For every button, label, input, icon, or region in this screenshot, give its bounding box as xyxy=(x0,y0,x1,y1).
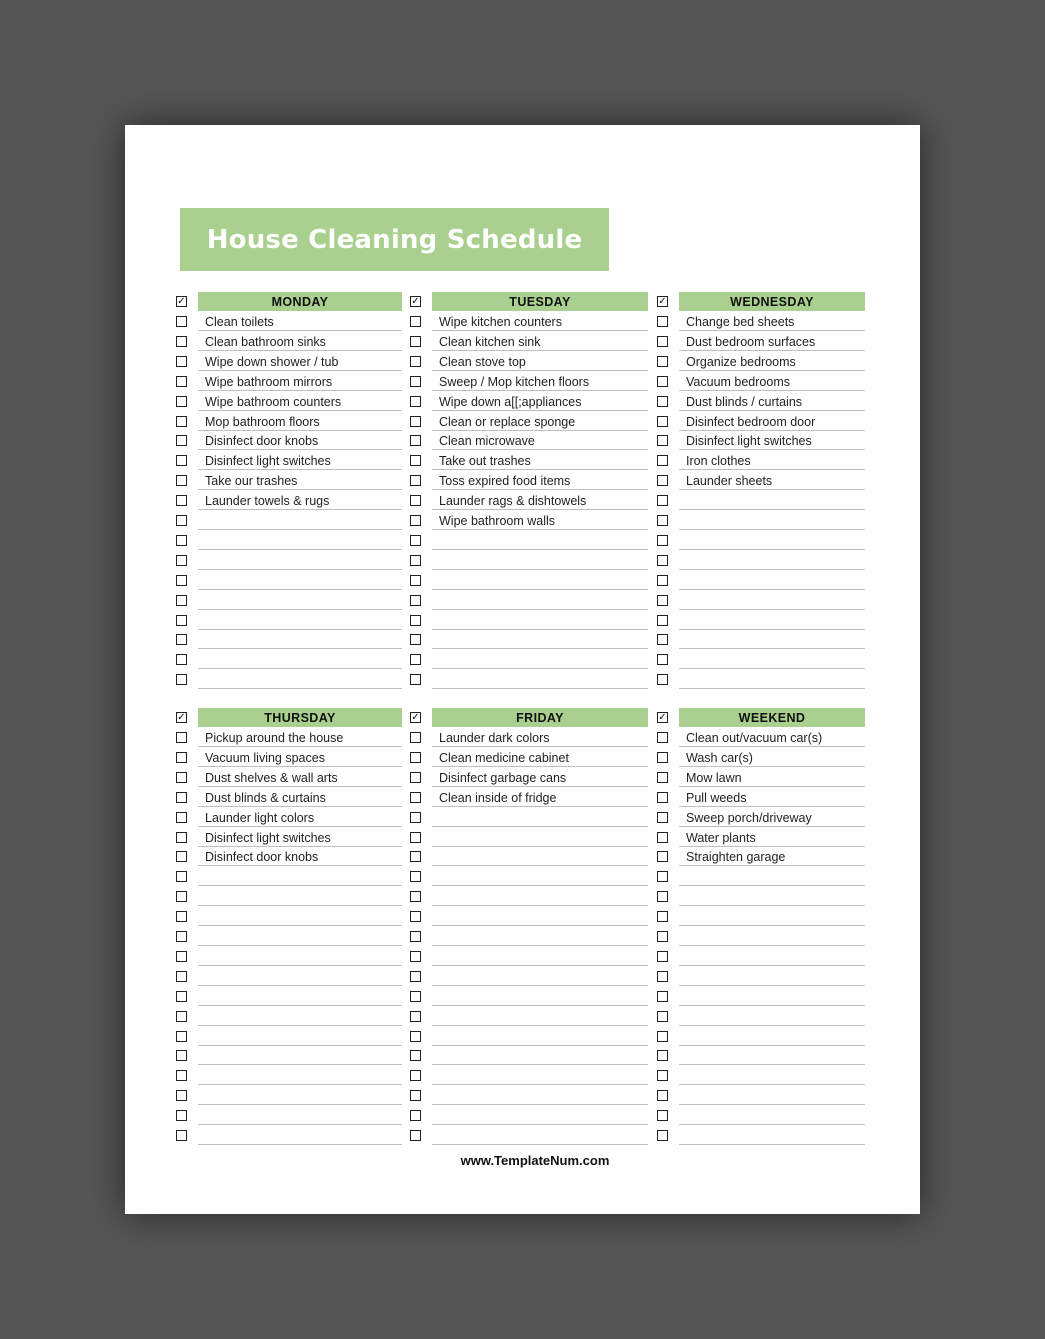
task-checkbox[interactable] xyxy=(176,416,187,427)
task-checkbox[interactable] xyxy=(657,1011,668,1022)
task-checkbox[interactable] xyxy=(410,851,421,862)
task-checkbox[interactable] xyxy=(410,555,421,566)
task-checkbox[interactable] xyxy=(410,475,421,486)
task-line: Clean out/vacuum car(s) xyxy=(679,728,865,747)
task-line xyxy=(432,987,648,1006)
task-line xyxy=(198,1027,402,1046)
task-checkbox[interactable] xyxy=(410,515,421,526)
task-checkbox[interactable] xyxy=(657,991,668,1002)
task-line xyxy=(679,531,865,550)
task-checkbox[interactable] xyxy=(657,812,668,823)
task-checkbox[interactable] xyxy=(176,376,187,387)
task-line xyxy=(679,1106,865,1125)
task-checkbox[interactable] xyxy=(410,435,421,446)
task-line xyxy=(198,611,402,630)
task-line xyxy=(198,1126,402,1145)
task-checkbox[interactable] xyxy=(176,1090,187,1101)
task-checkbox[interactable] xyxy=(657,435,668,446)
task-checkbox[interactable] xyxy=(176,732,187,743)
task-checkbox[interactable] xyxy=(176,654,187,665)
task-line xyxy=(432,947,648,966)
task-line: Launder sheets xyxy=(679,471,865,490)
task-line xyxy=(198,630,402,649)
task-checkbox[interactable] xyxy=(410,495,421,506)
task-line xyxy=(198,591,402,610)
task-checkbox[interactable] xyxy=(410,812,421,823)
task-checkbox[interactable] xyxy=(410,416,421,427)
task-checkbox[interactable] xyxy=(410,356,421,367)
task-checkbox[interactable] xyxy=(410,792,421,803)
task-line: Take our trashes xyxy=(198,471,402,490)
task-checkbox[interactable] xyxy=(410,891,421,902)
header-checkbox[interactable]: ✓ xyxy=(177,296,186,307)
day-header: WEDNESDAY xyxy=(679,292,865,311)
task-line xyxy=(679,867,865,886)
task-line: Disinfect light switches xyxy=(198,451,402,470)
task-line: Clean toilets xyxy=(198,312,402,331)
task-checkbox[interactable] xyxy=(410,752,421,763)
task-line xyxy=(679,947,865,966)
task-checkbox[interactable] xyxy=(176,772,187,783)
task-checkbox[interactable] xyxy=(410,376,421,387)
task-checkbox[interactable] xyxy=(176,674,187,685)
task-line xyxy=(679,1046,865,1065)
task-checkbox[interactable] xyxy=(410,535,421,546)
task-checkbox[interactable] xyxy=(657,871,668,882)
task-checkbox[interactable] xyxy=(176,1031,187,1042)
task-checkbox[interactable] xyxy=(410,1050,421,1061)
task-checkbox[interactable] xyxy=(176,575,187,586)
task-line: Clean kitchen sink xyxy=(432,332,648,351)
task-checkbox[interactable] xyxy=(657,515,668,526)
task-line: Clean bathroom sinks xyxy=(198,332,402,351)
task-checkbox[interactable] xyxy=(657,891,668,902)
task-checkbox[interactable] xyxy=(410,951,421,962)
task-line xyxy=(432,591,648,610)
task-line: Clean stove top xyxy=(432,352,648,371)
task-line: Disinfect light switches xyxy=(198,828,402,847)
task-line: Wipe down a[[;appliances xyxy=(432,392,648,411)
task-checkbox[interactable] xyxy=(657,595,668,606)
task-checkbox[interactable] xyxy=(410,316,421,327)
task-checkbox[interactable] xyxy=(410,634,421,645)
task-line xyxy=(679,591,865,610)
task-line xyxy=(198,551,402,570)
schedule-page xyxy=(125,125,920,1214)
task-checkbox[interactable] xyxy=(176,832,187,843)
task-line: Wipe kitchen counters xyxy=(432,312,648,331)
task-line: Straighten garage xyxy=(679,847,865,866)
task-line xyxy=(432,887,648,906)
task-line xyxy=(679,987,865,1006)
task-checkbox[interactable] xyxy=(657,495,668,506)
task-checkbox[interactable] xyxy=(657,475,668,486)
task-checkbox[interactable] xyxy=(176,812,187,823)
task-line xyxy=(432,650,648,669)
task-line xyxy=(432,867,648,886)
task-line: Disinfect bedroom door xyxy=(679,412,865,431)
task-checkbox[interactable] xyxy=(410,575,421,586)
task-checkbox[interactable] xyxy=(657,396,668,407)
task-line xyxy=(679,611,865,630)
task-line: Pickup around the house xyxy=(198,728,402,747)
task-line xyxy=(432,551,648,570)
task-checkbox[interactable] xyxy=(657,732,668,743)
task-line: Launder dark colors xyxy=(432,728,648,747)
task-checkbox[interactable] xyxy=(176,634,187,645)
task-line xyxy=(198,967,402,986)
task-checkbox[interactable] xyxy=(657,1090,668,1101)
header-checkbox[interactable]: ✓ xyxy=(658,296,667,307)
task-line xyxy=(432,1066,648,1085)
task-line xyxy=(679,907,865,926)
task-checkbox[interactable] xyxy=(657,931,668,942)
day-header: TUESDAY xyxy=(432,292,648,311)
task-checkbox[interactable] xyxy=(176,792,187,803)
task-checkbox[interactable] xyxy=(176,891,187,902)
task-line: Dust shelves & wall arts xyxy=(198,768,402,787)
task-checkbox[interactable] xyxy=(657,1070,668,1081)
task-checkbox[interactable] xyxy=(657,971,668,982)
task-checkbox[interactable] xyxy=(410,336,421,347)
task-line: Launder towels & rugs xyxy=(198,491,402,510)
task-checkbox[interactable] xyxy=(410,1130,421,1141)
task-line xyxy=(198,511,402,530)
task-line xyxy=(679,1066,865,1085)
task-checkbox[interactable] xyxy=(176,971,187,982)
task-checkbox[interactable] xyxy=(176,316,187,327)
task-checkbox[interactable] xyxy=(176,495,187,506)
task-line: Disinfect garbage cans xyxy=(432,768,648,787)
task-checkbox[interactable] xyxy=(176,396,187,407)
task-line: Clean microwave xyxy=(432,431,648,450)
task-checkbox[interactable] xyxy=(176,595,187,606)
task-checkbox[interactable] xyxy=(410,772,421,783)
day-header: WEEKEND xyxy=(679,708,865,727)
task-line: Launder light colors xyxy=(198,808,402,827)
task-checkbox[interactable] xyxy=(410,1070,421,1081)
task-checkbox[interactable] xyxy=(657,752,668,763)
footer-website: www.TemplateNum.com xyxy=(460,1153,610,1168)
task-checkbox[interactable] xyxy=(657,416,668,427)
task-line: Iron clothes xyxy=(679,451,865,470)
task-checkbox[interactable] xyxy=(657,792,668,803)
task-line xyxy=(198,1066,402,1085)
task-checkbox[interactable] xyxy=(176,911,187,922)
task-checkbox[interactable] xyxy=(657,376,668,387)
task-checkbox[interactable] xyxy=(410,832,421,843)
task-checkbox[interactable] xyxy=(176,1011,187,1022)
task-checkbox[interactable] xyxy=(410,396,421,407)
task-line: Clean or replace sponge xyxy=(432,412,648,431)
task-line xyxy=(432,1046,648,1065)
task-checkbox[interactable] xyxy=(410,991,421,1002)
task-line xyxy=(679,1126,865,1145)
task-checkbox[interactable] xyxy=(657,455,668,466)
task-line xyxy=(198,650,402,669)
task-line xyxy=(432,1027,648,1046)
header-checkbox[interactable]: ✓ xyxy=(177,712,186,723)
task-checkbox[interactable] xyxy=(410,871,421,882)
task-checkbox[interactable] xyxy=(657,575,668,586)
task-line xyxy=(432,847,648,866)
task-checkbox[interactable] xyxy=(657,1130,668,1141)
task-line xyxy=(432,1106,648,1125)
task-line: Disinfect door knobs xyxy=(198,431,402,450)
task-line: Mop bathroom floors xyxy=(198,412,402,431)
task-checkbox[interactable] xyxy=(176,535,187,546)
task-checkbox[interactable] xyxy=(410,595,421,606)
task-checkbox[interactable] xyxy=(176,1110,187,1121)
task-line xyxy=(432,531,648,550)
task-checkbox[interactable] xyxy=(176,931,187,942)
task-line: Disinfect light switches xyxy=(679,431,865,450)
task-line: Dust bedroom surfaces xyxy=(679,332,865,351)
task-checkbox[interactable] xyxy=(176,1050,187,1061)
task-checkbox[interactable] xyxy=(657,634,668,645)
task-checkbox[interactable] xyxy=(176,615,187,626)
task-line xyxy=(198,887,402,906)
task-line: Organize bedrooms xyxy=(679,352,865,371)
task-line xyxy=(679,491,865,510)
task-line xyxy=(432,907,648,926)
task-checkbox[interactable] xyxy=(657,1050,668,1061)
task-line xyxy=(198,1046,402,1065)
task-line: Sweep / Mop kitchen floors xyxy=(432,372,648,391)
task-line xyxy=(432,967,648,986)
task-line: Clean medicine cabinet xyxy=(432,748,648,767)
task-checkbox[interactable] xyxy=(657,1031,668,1042)
task-checkbox[interactable] xyxy=(657,336,668,347)
task-line xyxy=(432,571,648,590)
task-checkbox[interactable] xyxy=(657,356,668,367)
task-line: Wipe down shower / tub xyxy=(198,352,402,371)
task-line xyxy=(679,927,865,946)
task-line: Wipe bathroom mirrors xyxy=(198,372,402,391)
task-line xyxy=(432,1007,648,1026)
task-line xyxy=(679,650,865,669)
task-checkbox[interactable] xyxy=(657,615,668,626)
task-line: Mow lawn xyxy=(679,768,865,787)
task-line xyxy=(432,1086,648,1105)
task-line: Sweep porch/driveway xyxy=(679,808,865,827)
task-line xyxy=(198,1086,402,1105)
task-line xyxy=(679,571,865,590)
header-checkbox[interactable]: ✓ xyxy=(411,296,420,307)
task-line xyxy=(198,1007,402,1026)
task-checkbox[interactable] xyxy=(657,851,668,862)
day-header: FRIDAY xyxy=(432,708,648,727)
task-line xyxy=(432,828,648,847)
task-checkbox[interactable] xyxy=(410,1090,421,1101)
task-line xyxy=(679,630,865,649)
task-checkbox[interactable] xyxy=(176,871,187,882)
task-line xyxy=(198,1106,402,1125)
task-checkbox[interactable] xyxy=(657,951,668,962)
task-line xyxy=(679,670,865,689)
task-checkbox[interactable] xyxy=(410,1031,421,1042)
task-checkbox[interactable] xyxy=(410,455,421,466)
task-checkbox[interactable] xyxy=(176,435,187,446)
task-checkbox[interactable] xyxy=(176,336,187,347)
task-line xyxy=(679,1086,865,1105)
task-line xyxy=(679,551,865,570)
task-line xyxy=(198,571,402,590)
task-checkbox[interactable] xyxy=(657,772,668,783)
task-checkbox[interactable] xyxy=(410,1011,421,1022)
task-line xyxy=(432,670,648,689)
task-line xyxy=(432,630,648,649)
task-checkbox[interactable] xyxy=(410,732,421,743)
task-line xyxy=(198,927,402,946)
task-line: Wipe bathroom counters xyxy=(198,392,402,411)
task-checkbox[interactable] xyxy=(657,654,668,665)
task-line: Change bed sheets xyxy=(679,312,865,331)
task-checkbox[interactable] xyxy=(657,555,668,566)
title-banner xyxy=(180,208,609,271)
task-checkbox[interactable] xyxy=(176,1070,187,1081)
task-checkbox[interactable] xyxy=(410,971,421,982)
task-line: Take out trashes xyxy=(432,451,648,470)
task-checkbox[interactable] xyxy=(176,1130,187,1141)
task-line: Dust blinds / curtains xyxy=(679,392,865,411)
task-checkbox[interactable] xyxy=(410,931,421,942)
task-line xyxy=(679,967,865,986)
header-checkbox[interactable]: ✓ xyxy=(658,712,667,723)
task-line: Clean inside of fridge xyxy=(432,788,648,807)
task-checkbox[interactable] xyxy=(657,316,668,327)
task-line xyxy=(198,947,402,966)
task-line: Vacuum living spaces xyxy=(198,748,402,767)
task-line: Vacuum bedrooms xyxy=(679,372,865,391)
task-checkbox[interactable] xyxy=(176,991,187,1002)
task-line xyxy=(432,927,648,946)
task-line: Water plants xyxy=(679,828,865,847)
task-line xyxy=(679,1007,865,1026)
task-checkbox[interactable] xyxy=(176,752,187,763)
task-checkbox[interactable] xyxy=(176,455,187,466)
task-line: Disinfect door knobs xyxy=(198,847,402,866)
task-checkbox[interactable] xyxy=(176,515,187,526)
task-checkbox[interactable] xyxy=(410,674,421,685)
task-checkbox[interactable] xyxy=(657,535,668,546)
task-checkbox[interactable] xyxy=(176,951,187,962)
day-header: MONDAY xyxy=(198,292,402,311)
task-checkbox[interactable] xyxy=(176,555,187,566)
task-line xyxy=(198,531,402,550)
task-checkbox[interactable] xyxy=(410,911,421,922)
task-checkbox[interactable] xyxy=(657,674,668,685)
task-line: Wash car(s) xyxy=(679,748,865,767)
task-line xyxy=(679,1027,865,1046)
task-line xyxy=(432,611,648,630)
task-line: Pull weeds xyxy=(679,788,865,807)
header-checkbox[interactable]: ✓ xyxy=(411,712,420,723)
task-line xyxy=(679,887,865,906)
page-title: House Cleaning Schedule xyxy=(206,224,583,255)
task-checkbox[interactable] xyxy=(410,1110,421,1121)
task-line xyxy=(198,907,402,926)
task-line: Toss expired food items xyxy=(432,471,648,490)
task-checkbox[interactable] xyxy=(176,475,187,486)
task-line xyxy=(198,987,402,1006)
task-checkbox[interactable] xyxy=(657,911,668,922)
task-checkbox[interactable] xyxy=(176,356,187,367)
task-line xyxy=(198,670,402,689)
task-line: Dust blinds & curtains xyxy=(198,788,402,807)
task-line xyxy=(198,867,402,886)
task-line xyxy=(679,511,865,530)
day-header: THURSDAY xyxy=(198,708,402,727)
task-line: Launder rags & dishtowels xyxy=(432,491,648,510)
task-checkbox[interactable] xyxy=(410,615,421,626)
task-line: Wipe bathroom walls xyxy=(432,511,648,530)
task-checkbox[interactable] xyxy=(657,832,668,843)
task-line xyxy=(432,808,648,827)
task-checkbox[interactable] xyxy=(176,851,187,862)
task-line xyxy=(432,1126,648,1145)
task-checkbox[interactable] xyxy=(657,1110,668,1121)
task-checkbox[interactable] xyxy=(410,654,421,665)
